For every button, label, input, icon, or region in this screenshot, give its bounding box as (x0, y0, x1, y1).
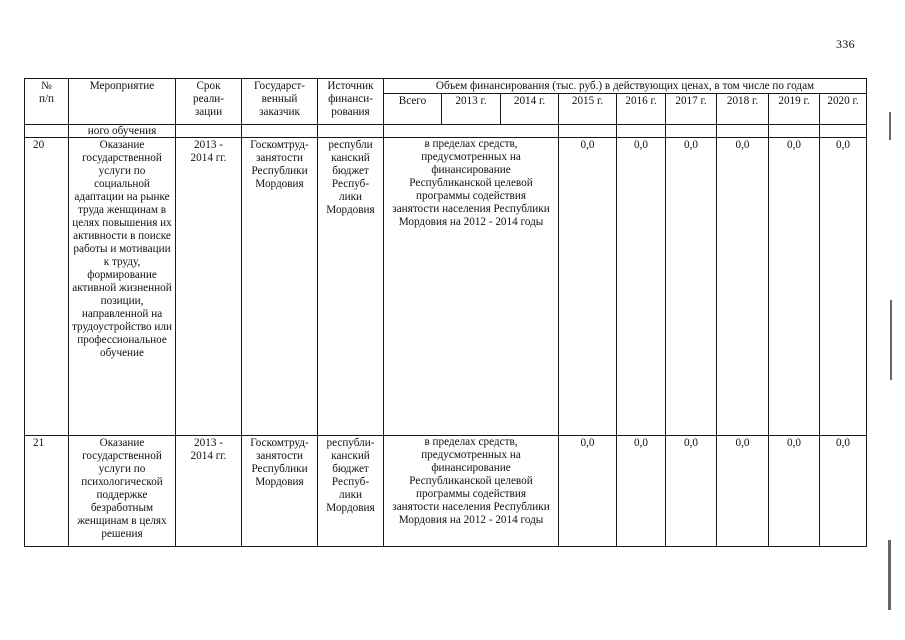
row-term: 2013 - 2014 гг. (176, 138, 242, 436)
row-source: республи- канский бюджет Респуб- лики Мордовия (318, 436, 384, 547)
financing-table (24, 78, 867, 547)
row-event: Оказание государственной услуги по социальной адаптации на рынке труда женщинам в целях повышения их активности в поиске работы и мотивации к труду, формирование активной жизненной позиции, направленной на трудоустройство или профессиональное обучение (69, 138, 176, 436)
header-row (25, 79, 867, 94)
header-year-2019: 2019 г. (769, 94, 820, 125)
row-event: Оказание государственной услуги по психологической поддержке безработным женщинам в целях решения (69, 436, 176, 547)
continuation-row (25, 125, 867, 138)
table-row (25, 138, 867, 436)
scan-edge-mark (888, 540, 891, 610)
row-value-2019: 0,0 (769, 436, 820, 547)
row-value-2016: 0,0 (617, 436, 666, 547)
row-value-2020: 0,0 (820, 436, 867, 547)
row-value-2018: 0,0 (717, 436, 769, 547)
row-value-2017: 0,0 (666, 138, 717, 436)
row-number: 21 (25, 436, 69, 547)
page-number: 336 (836, 37, 855, 51)
row-customer: Госкомтруд- занятости Республики Мордовия (242, 138, 318, 436)
row-source: республи канский бюджет Респуб- лики Мордовия (318, 138, 384, 436)
row-financing-note: в пределах средств, предусмотренных на финансирование Республиканской целевой программы содействия занятости населения Республики Мордовия на 2012 - 2014 годы (384, 436, 559, 547)
header-volume: Объем финансирования (тыс. руб.) в действующих ценах, в том числе по годам (384, 79, 867, 94)
scan-edge-mark (890, 300, 892, 380)
row-value-2016: 0,0 (617, 138, 666, 436)
header-year-2015: 2015 г. (559, 94, 617, 125)
header-year-2016: 2016 г. (617, 94, 666, 125)
scan-edge-mark (889, 112, 891, 140)
header-year-2017: 2017 г. (666, 94, 717, 125)
row-value-2019: 0,0 (769, 138, 820, 436)
header-year-2014: 2014 г. (501, 94, 559, 125)
header-customer: Государст- венный заказчик (242, 79, 318, 125)
table-row (25, 436, 867, 547)
row-number: 20 (25, 138, 69, 436)
header-source: Источник финанси- рования (318, 79, 384, 125)
header-event: Мероприятие (69, 79, 176, 125)
row-financing-note: в пределах средств, предусмотренных на финансирование Республиканской целевой программы содействия занятости населения Республики Мордовия на 2012 - 2014 годы (384, 138, 559, 436)
row-term: 2013 - 2014 гг. (176, 436, 242, 547)
row-customer: Госкомтруд- занятости Республики Мордовия (242, 436, 318, 547)
row-value-2015: 0,0 (559, 138, 617, 436)
row-value-2017: 0,0 (666, 436, 717, 547)
header-year-2013: 2013 г. (442, 94, 501, 125)
row-value-2015: 0,0 (559, 436, 617, 547)
header-term: Срок реали- зации (176, 79, 242, 125)
header-no: № п/п (25, 79, 69, 125)
row-value-2018: 0,0 (717, 138, 769, 436)
continuation-text: ного обучения (69, 125, 176, 138)
header-year-2020: 2020 г. (820, 94, 867, 125)
row-value-2020: 0,0 (820, 138, 867, 436)
header-year-total: Всего (384, 94, 442, 125)
header-year-2018: 2018 г. (717, 94, 769, 125)
